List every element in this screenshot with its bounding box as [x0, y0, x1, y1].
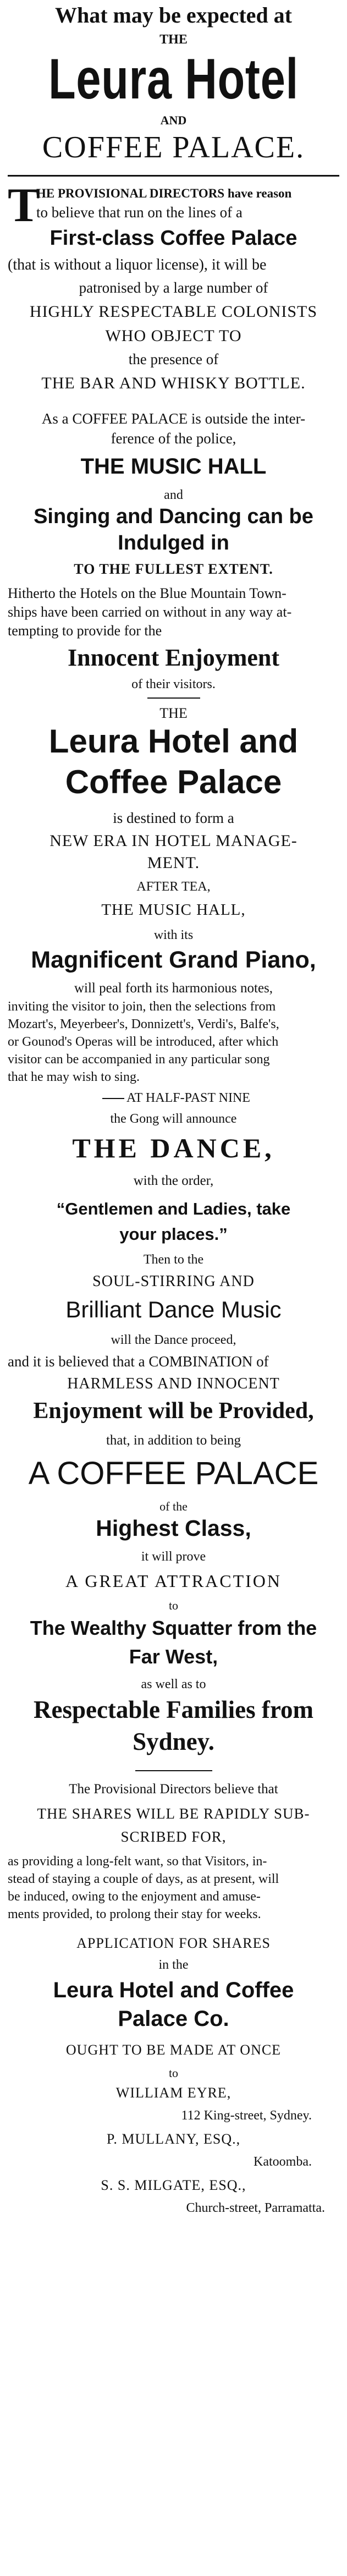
shares-caps-4: OUGHT TO BE MADE AT ONCE: [65, 2042, 282, 2058]
section2-text-3: with its: [153, 928, 194, 942]
dance-text-7: that, in addition to being: [106, 1433, 241, 1448]
agent-address-3: Church-street, Parramatta.: [186, 2201, 325, 2215]
shares-caps-2: SCRIBED FOR,: [120, 1828, 227, 1845]
heading-highest-class: Highest Class,: [96, 1515, 251, 1541]
music-caps-1: TO THE FULLEST EXTENT.: [74, 561, 273, 577]
title-coffee-palace: Coffee Palace: [65, 764, 282, 800]
section2-text-8: visitor can be accompanied in any particular song: [8, 1052, 270, 1067]
shares-text-5: ments provided, to prolong their stay for weeks.: [8, 1907, 261, 1921]
heading-singing-dancing: Singing and Dancing can be: [34, 505, 313, 528]
intro-text-4: patronised by a large number of: [79, 279, 268, 296]
music-text-1: As a COFFEE PALACE is outside the inter-: [41, 410, 306, 427]
intro-text-5: the presence of: [128, 351, 219, 367]
heading-a-coffee-palace: A COFFEE PALACE: [28, 1455, 319, 1491]
heading-indulged: Indulged in: [118, 531, 229, 554]
section2-text-1: is destined to form a: [113, 810, 234, 826]
dance-quote-2: your places.”: [119, 1224, 228, 1244]
coffee-text-3: to: [168, 1599, 179, 1612]
music-text-4: ships have been carried on without in any way at-: [8, 604, 292, 620]
music-text-6: of their visitors.: [131, 677, 216, 691]
shares-text-2: as providing a long-felt want, so that Visitors, in-: [8, 1854, 267, 1869]
section2-caps-2: MENT.: [147, 854, 200, 872]
music-text-3: Hitherto the Hotels on the Blue Mountain Town-: [8, 585, 287, 601]
section2-text-9: that he may wish to sing.: [8, 1070, 140, 1084]
heading-first-class: First-class Coffee Palace: [49, 227, 298, 250]
heading-grand-piano: Magnificent Grand Piano,: [31, 947, 316, 973]
heading-music-hall: THE MUSIC HALL: [80, 454, 267, 479]
heading-innocent-enjoyment: Innocent Enjoyment: [67, 644, 280, 671]
agent-name-2: P. MULLANY, ESQ.,: [106, 2131, 241, 2147]
intro-text-1: HE PROVISIONAL DIRECTORS have reason: [36, 186, 292, 200]
title-leura-hotel-and: Leura Hotel and: [48, 723, 299, 760]
section2-text-4: will peal forth its harmonious notes,: [74, 981, 273, 996]
coffee-text-1: of the: [159, 1500, 188, 1513]
dance-text-3: with the order,: [133, 1173, 214, 1188]
heading-respectable-families: Respectable Families from: [33, 1696, 314, 1723]
section-rule-2: [135, 1770, 212, 1771]
header-line-3: AND: [160, 113, 187, 127]
section2-text-2: AFTER TEA,: [136, 880, 211, 894]
shares-caps-1: THE SHARES WILL BE RAPIDLY SUB-: [37, 1805, 310, 1822]
agent-address-1: 112 King-street, Sydney.: [181, 2108, 312, 2123]
shares-caps-3: APPLICATION FOR SHARES: [76, 1935, 271, 1951]
shares-text-1: The Provisional Directors believe that: [69, 1782, 278, 1797]
dance-dash: [102, 1098, 124, 1099]
header-line-1: What may be expected at: [54, 3, 293, 28]
intro-caps-1: HIGHLY RESPECTABLE COLONISTS: [29, 303, 318, 321]
shares-text-6: in the: [158, 1958, 189, 1972]
section2-caps-1: NEW ERA IN HOTEL MANAGE-: [49, 832, 298, 850]
section2-the: THE: [159, 705, 188, 721]
heading-sydney: Sydney.: [133, 1728, 214, 1755]
dance-caps-1: SOUL-STIRRING AND: [92, 1273, 255, 1290]
section2-text-7: or Gounod's Operas will be introduced, after which: [8, 1035, 279, 1049]
title-leura-hotel: Leura Hotel: [48, 47, 299, 111]
agent-address-2: Katoomba.: [254, 2155, 312, 2169]
music-text-5: tempting to provide for the: [8, 623, 162, 639]
coffee-text-2: it will prove: [141, 1550, 206, 1564]
heading-leura-coffee: Leura Hotel and Coffee: [53, 1978, 294, 2002]
heading-enjoyment-provided: Enjoyment will be Provided,: [33, 1398, 314, 1424]
dance-text-1: AT HALF-PAST NINE: [126, 1091, 250, 1105]
heading-the-dance: THE DANCE,: [72, 1133, 275, 1163]
heading-wealthy-squatter: The Wealthy Squatter from the: [30, 1617, 317, 1639]
agent-name-1: WILLIAM EYRE,: [115, 2085, 232, 2101]
header-line-2: THE: [159, 32, 188, 47]
shares-text-4: be induced, owing to the enjoyment and amuse-: [8, 1890, 261, 1904]
music-text-2: ference of the police,: [111, 430, 236, 447]
section2-text-6: Mozart's, Meyerbeer's, Donnizett's, Verdi's, Balfe's,: [8, 1017, 279, 1031]
section2-text-5: inviting the visitor to join, then the selections from: [8, 999, 276, 1014]
header-rule: [8, 175, 339, 177]
heading-palace-co: Palace Co.: [118, 2007, 229, 2031]
agent-name-3: S. S. MILGATE, ESQ.,: [101, 2177, 246, 2193]
shares-text-3: stead of staying a couple of days, as at present, will: [8, 1872, 279, 1886]
dance-text-4: Then to the: [143, 1253, 204, 1267]
coffee-caps-1: A GREAT ATTRACTION: [65, 1571, 282, 1591]
dropcap: T: [8, 179, 40, 232]
heading-far-west: Far West,: [129, 1645, 218, 1668]
heading-dance-music: Brilliant Dance Music: [65, 1297, 282, 1322]
intro-text-3: (that is without a liquor license), it will be: [8, 256, 267, 273]
dance-text-5: will the Dance proceed,: [111, 1333, 236, 1347]
dance-text-6: and it is believed that a COMBINATION of: [8, 1353, 269, 1370]
dance-quote-1: “Gentlemen and Ladies, take: [56, 1199, 291, 1218]
shares-text-7: to: [168, 2066, 179, 2080]
coffee-text-4: as well as to: [141, 1677, 206, 1691]
intro-text-2: to believe that run on the lines of a: [36, 204, 243, 221]
section-rule-1: [147, 697, 200, 699]
dance-caps-2: HARMLESS AND INNOCENT: [67, 1375, 280, 1392]
music-and: and: [164, 488, 183, 502]
dance-text-2: the Gong will announce: [110, 1112, 237, 1126]
intro-caps-2: WHO OBJECT TO: [105, 327, 242, 345]
subtitle-coffee-palace: COFFEE PALACE.: [42, 130, 305, 164]
section2-caps-3: THE MUSIC HALL,: [101, 901, 246, 919]
intro-caps-3: THE BAR AND WHISKY BOTTLE.: [41, 374, 306, 392]
